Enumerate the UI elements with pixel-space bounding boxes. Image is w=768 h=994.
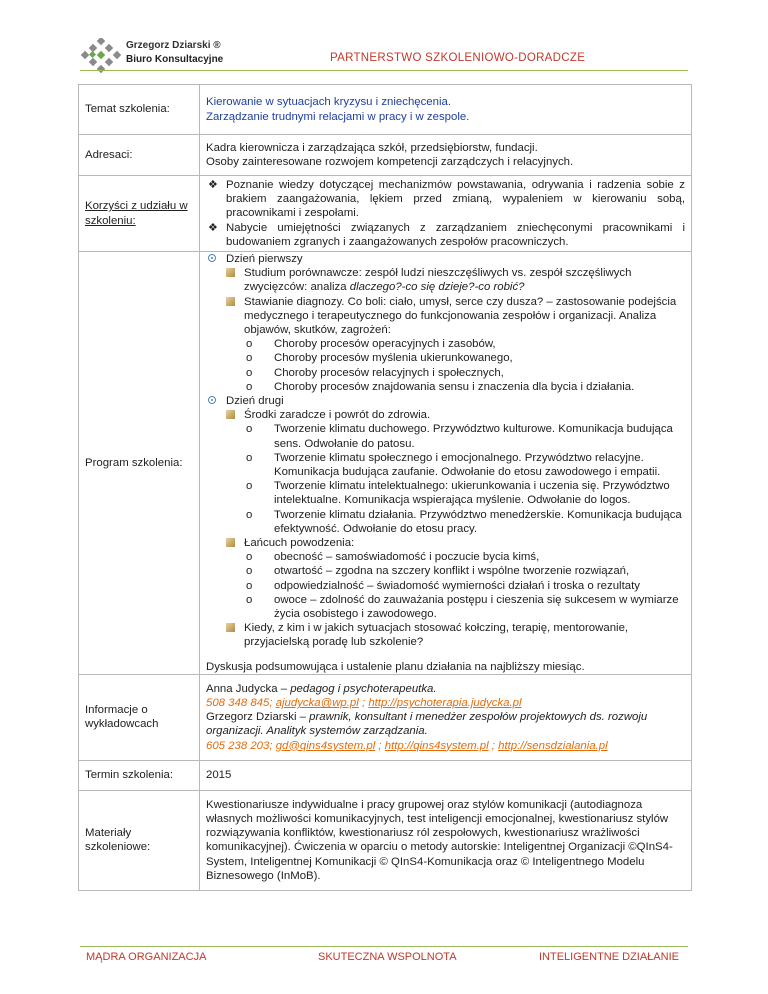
- lecturer-1-contact: [206, 696, 685, 710]
- program-subtext: Tworzenie klimatu intelektualnego: ukierunkowania i uczenia się. Przywództwo intelektualne. Komunikacja wspierająca myślenie. Odwołanie do logos.: [274, 480, 670, 507]
- lecturer-phone: 508 348 845;: [206, 697, 276, 710]
- o-bullet-icon: o: [246, 352, 253, 365]
- lecturer-phone: 605 238 203;: [206, 739, 276, 752]
- separator: ;: [375, 739, 385, 752]
- program-question: dlaczego?-co się dzieje?-co robić?: [349, 281, 525, 294]
- list-item: [206, 508, 685, 536]
- audience-line1: Kadra kierownicza i zarządzająca szkół, przedsiębiorstw, fundacji.: [206, 141, 538, 154]
- program-subtext: otwartość – zgodna na szczery konflikt i wspólne tworzenie rozwiązań,: [274, 565, 630, 578]
- square-bullet-icon: [226, 268, 235, 277]
- list-item: [206, 536, 685, 550]
- lecturer-2-contact: [206, 739, 685, 753]
- program-text: Łańcuch powodzenia:: [244, 537, 355, 550]
- lecturer-role: – pedagog i psychoterapeutka.: [277, 682, 437, 695]
- list-item: [206, 266, 685, 294]
- row-materialy: [79, 790, 692, 890]
- row-temat: [79, 85, 692, 135]
- program-subtext: obecność – samoświadomość i poczucie bycia kimś,: [274, 551, 540, 564]
- company-logo: [80, 38, 230, 74]
- logo-name: Grzegorz Dziarski ®: [126, 40, 221, 51]
- program-text: Stawianie diagnozy. Co boli: ciało, umysł, serce czy dusza? – zastosowanie podejścia medycznego i terapeutycznego do funkcjonowania zespołów i organizacji. Analiza objawów, skutków, zagrożeń:: [244, 295, 677, 337]
- circle-bullet-icon: [208, 254, 216, 262]
- program-text: Kiedy, z kim i w jakich sytuacjach stosować kołczing, terapię, mentorowanie, przyjacielską poradę lub szkolenie?: [244, 622, 629, 649]
- lecturer-2: [206, 710, 685, 738]
- lecturer-name: Grzegorz Dziarski: [206, 711, 297, 724]
- footer-right: INTELIGENTNE DZIAŁANIE: [539, 951, 679, 963]
- footer-divider: [80, 946, 688, 947]
- square-bullet-icon: [226, 297, 235, 306]
- lecturer-website-link[interactable]: http://sensdzialania.pl: [498, 739, 608, 752]
- program-subtext: Choroby procesów myślenia ukierunkowanego,: [274, 352, 513, 365]
- lecturer-email-link[interactable]: gd@qins4system.pl: [275, 739, 376, 752]
- o-bullet-icon: o: [246, 366, 253, 379]
- label-korzysci: [79, 176, 200, 252]
- program-subtext: odpowiedzialność – świadomość wymierności działań i troska o rezultaty: [274, 579, 640, 592]
- logo-mark-icon: [80, 38, 124, 74]
- lecturer-1: [206, 682, 685, 696]
- o-bullet-icon: o: [246, 338, 253, 351]
- logo-subtitle: Biuro Konsultacyjne: [126, 54, 224, 65]
- audience-line2: Osoby zainteresowane rozwojem kompetencji zarządczych i relacyjnych.: [206, 156, 574, 168]
- list-item: [206, 479, 685, 507]
- topic-line2: Zarządzanie trudnymi relacjami w pracy i w zespole.: [206, 110, 470, 123]
- program-subtext: Choroby procesów relacyjnych i społecznych,: [274, 366, 504, 379]
- value-materialy: Kwestionariusze indywidualne i pracy grupowej oraz stylów komunikacji (autodiagnoza własnych możliwości komunikacyjnych, test inteligencji emocjonalnej, kwestionariusz stylów rozwiązywania konfliktów, kwestionariusz ról zespołowych, kwestionariusz wrażliwości komunikacyjnej). Ćwiczenia w oparciu o metody autorskie: Inteligentnej Organizacji ©QInS4-System, Inteligentnej Komunikacji © QInS4-Komunikacja oraz © Inteligentnego Modelu Biznesowego (InMoB).: [200, 790, 692, 890]
- footer-center: SKUTECZNA WSPOLNOTA: [318, 951, 457, 963]
- o-bullet-icon: o: [246, 380, 253, 393]
- value-korzysci: [200, 176, 692, 252]
- circle-bullet-icon: [208, 396, 216, 404]
- diamond-bullet-icon: ❖: [208, 221, 218, 234]
- separator: ;: [488, 739, 499, 752]
- benefit-text: Poznanie wiedzy dotyczącej mechanizmów powstawania, odrywania i radzenia sobie z brakiem zaangażowania, lękiem przed zmianą, wypaleniem w kierowaniu sobą, pracownikami i zespołami.: [226, 178, 685, 220]
- o-bullet-icon: o: [246, 551, 253, 564]
- list-item: [206, 366, 685, 380]
- label-adresaci: Adresaci:: [79, 135, 200, 176]
- list-item: [206, 550, 685, 564]
- row-adresaci: [79, 135, 692, 176]
- list-item: [206, 451, 685, 479]
- row-korzysci: [79, 176, 692, 252]
- header-divider: [80, 70, 688, 71]
- list-item: [206, 394, 685, 408]
- benefits-label: Korzyści z udziału w szkoleniu:: [85, 200, 188, 227]
- day-heading: Dzień drugi: [226, 395, 284, 408]
- o-bullet-icon: o: [246, 565, 253, 578]
- o-bullet-icon: o: [246, 423, 253, 436]
- separator: ;: [358, 697, 369, 710]
- list-item: [206, 252, 685, 266]
- label-temat: Temat szkolenia:: [79, 85, 200, 135]
- row-program: [79, 252, 692, 675]
- list-item: [206, 221, 685, 249]
- header-tagline: PARTNERSTWO SZKOLENIOWO-DORADCZE: [330, 52, 586, 64]
- footer-left: MĄDRA ORGANIZACJA: [86, 951, 207, 963]
- lecturer-website-link[interactable]: http://qins4system.pl: [384, 739, 489, 752]
- program-subtext: Choroby procesów operacyjnych i zasobów,: [274, 338, 496, 351]
- program-subtext: owoce – zdolność do zauważania postępu i cieszenia się sukcesem w wymiarze życia osobistego i zawodowego.: [274, 593, 679, 621]
- day-heading: Dzień pierwszy: [226, 253, 303, 265]
- program-subtext: Tworzenie klimatu działania. Przywództwo menedżerskie. Komunikacja budująca efektywność. Odwołanie do etosu pracy.: [274, 508, 682, 535]
- topic-line1: Kierowanie w sytuacjach kryzysu i zniechęcenia.: [206, 96, 452, 109]
- benefit-text: Nabycie umiejętności związanych z zarządzaniem zniechęconymi pracownikami i budowaniem zgranych i zaangażowanych zespołów pracowniczych.: [226, 221, 685, 248]
- diamond-bullet-icon: ❖: [208, 178, 218, 191]
- list-item: [206, 178, 685, 221]
- list-item: [206, 422, 685, 450]
- list-item: [206, 351, 685, 365]
- label-wykladowcy: Informacje o wykładowcach: [79, 674, 200, 760]
- o-bullet-icon: o: [246, 480, 253, 493]
- list-item: [206, 295, 685, 338]
- o-bullet-icon: o: [246, 593, 253, 606]
- list-item: [206, 380, 685, 394]
- row-wykladowcy: [79, 674, 692, 760]
- value-adresaci: [200, 135, 692, 176]
- square-bullet-icon: [226, 623, 235, 632]
- square-bullet-icon: [226, 538, 235, 547]
- lecturer-email-link[interactable]: ajudycka@wp.pl: [275, 697, 359, 710]
- list-item: [206, 408, 685, 422]
- program-subtext: Choroby procesów znajdowania sensu i znaczenia dla bycia i działania.: [274, 380, 635, 393]
- o-bullet-icon: o: [246, 451, 253, 464]
- label-termin: Termin szkolenia:: [79, 760, 200, 790]
- o-bullet-icon: o: [246, 579, 253, 592]
- program-subtext: Tworzenie klimatu duchowego. Przywództwo kulturowe. Komunikacja budująca sens. Odwołanie do patosu.: [274, 423, 673, 450]
- lecturer-name: Anna Judycka: [206, 682, 278, 695]
- page-header: [80, 38, 688, 74]
- program-subtext: Tworzenie klimatu społecznego i emocjonalnego. Przywództwo relacyjne. Komunikacja budująca zaufanie. Odwołanie do etosu zawodowego i empatii.: [274, 451, 661, 479]
- list-item: [206, 579, 685, 593]
- program-text: zwycięzców: analiza: [244, 281, 350, 294]
- list-item: [206, 337, 685, 351]
- program-text: Środki zaradcze i powrót do zdrowia.: [244, 409, 431, 422]
- list-item: [206, 621, 685, 649]
- list-item: [206, 593, 685, 621]
- lecturer-website-link[interactable]: http://psychoterapia.judycka.pl: [368, 697, 522, 710]
- label-program: Program szkolenia:: [79, 252, 200, 675]
- value-wykladowcy: [200, 674, 692, 760]
- list-item: [206, 564, 685, 578]
- row-termin: [79, 760, 692, 790]
- o-bullet-icon: o: [246, 508, 253, 521]
- training-info-table: [78, 84, 692, 891]
- square-bullet-icon: [226, 410, 235, 419]
- program-closing: Dyskusja podsumowująca i ustalenie planu działania na najbliższy miesiąc.: [206, 660, 585, 673]
- lecturer-role: – prawnik, konsultant i menedżer zespołów projektowych ds. rozwoju organizacji. Analityk systemów zarządzania.: [206, 711, 648, 738]
- value-program: [200, 252, 692, 675]
- value-termin: 2015: [200, 760, 692, 790]
- program-text: Studium porównawcze: zespół ludzi nieszczęśliwych vs. zespół szczęśliwych: [244, 267, 632, 280]
- label-materialy: Materiały szkoleniowe:: [79, 790, 200, 890]
- value-temat: [200, 85, 692, 135]
